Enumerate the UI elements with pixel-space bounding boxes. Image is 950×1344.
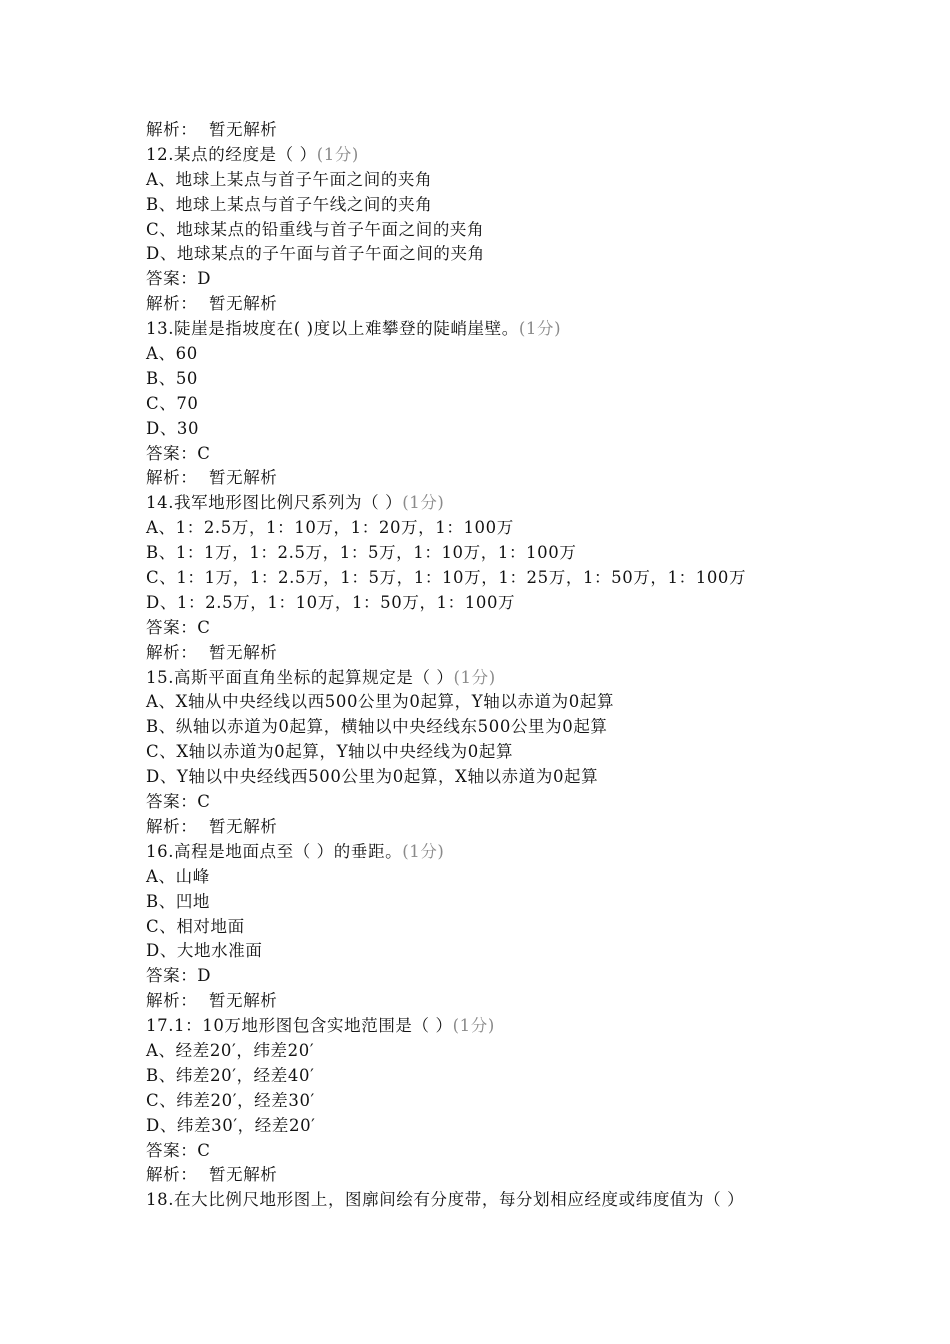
option-line: C、70	[146, 393, 199, 413]
option-line: C、1：1万，1：2.5万，1：5万，1：10万，1：25万，1：50万，1：100万	[146, 568, 747, 588]
analysis-line: 解析： 暂无解析	[146, 120, 278, 139]
exam-page	[146, 118, 926, 1213]
option-line: D、大地水准面	[146, 941, 263, 961]
option-line: A、X轴从中央经线以西500公里为0起算，Y轴以赤道为0起算	[146, 692, 615, 712]
question-score: (1分)	[402, 841, 445, 861]
question-text: 15.高斯平面直角坐标的起算规定是（ ）	[146, 667, 454, 687]
question-score: (1分)	[402, 493, 445, 513]
question-text: 17.1：10万地形图包含实地范围是（ ）	[146, 1016, 453, 1036]
option-line: C、相对地面	[146, 916, 245, 936]
question-stem: 18.在大比例尺地形图上，图廓间绘有分度带，每分划相应经度或纬度值为（ ）	[146, 1190, 745, 1210]
option-line: B、50	[146, 368, 199, 388]
option-line: A、60	[146, 344, 198, 364]
analysis-line: 解析： 暂无解析	[146, 468, 278, 488]
question-text: 12.某点的经度是（ ）	[146, 144, 317, 164]
question-stem	[146, 840, 926, 865]
option-line: B、凹地	[146, 891, 211, 911]
option-line: A、山峰	[146, 866, 210, 886]
answer-line: 答案：D	[146, 966, 212, 986]
question-score: (1分)	[452, 1016, 495, 1036]
analysis-line: 解析： 暂无解析	[146, 642, 278, 662]
analysis-line: 解析： 暂无解析	[146, 294, 278, 314]
question-score: (1分)	[518, 319, 562, 339]
option-line: D、纬差30′，经差20′	[146, 1115, 316, 1135]
question-stem	[146, 666, 926, 691]
question-stem	[146, 317, 926, 342]
option-line: A、地球上某点与首子午面之间的夹角	[146, 169, 433, 189]
analysis-line: 解析： 暂无解析	[146, 816, 278, 836]
option-line: D、1：2.5万，1：10万，1：50万，1：100万	[146, 592, 516, 612]
question-stem	[146, 143, 926, 168]
question-stem	[146, 491, 926, 516]
question-text: 14.我军地形图比例尺系列为（ ）	[146, 493, 403, 513]
question-text: 16.高程是地面点至（ ）的垂距。	[146, 841, 403, 861]
option-line: D、30	[146, 418, 200, 438]
option-line: B、地球上某点与首子午线之间的夹角	[146, 194, 433, 214]
question-text: 13.陡崖是指坡度在( )度以上难攀登的陡峭崖壁。	[146, 319, 519, 339]
analysis-line: 解析： 暂无解析	[146, 1165, 278, 1185]
option-line: C、纬差20′，经差30′	[146, 1090, 315, 1110]
analysis-line: 解析： 暂无解析	[146, 991, 278, 1011]
option-line: D、Y轴以中央经线西500公里为0起算，X轴以赤道为0起算	[146, 767, 599, 787]
answer-line: 答案：C	[146, 443, 211, 463]
question-score: (1分)	[316, 144, 359, 164]
question-score: (1分)	[453, 667, 496, 687]
answer-line: 答案：D	[146, 269, 212, 289]
option-line: D、地球某点的子午面与首子午面之间的夹角	[146, 244, 485, 264]
option-line: A、经差20′，纬差20′	[146, 1040, 315, 1060]
option-line: B、1：1万，1：2.5万，1：5万，1：10万，1：100万	[146, 543, 577, 563]
option-line: A、1：2.5万，1：10万，1：20万，1：100万	[146, 518, 514, 538]
answer-line: 答案：C	[146, 617, 211, 637]
answer-line: 答案：C	[146, 1140, 211, 1160]
question-stem	[146, 1014, 926, 1039]
option-line: B、纬差20′，经差40′	[146, 1065, 315, 1085]
option-line: C、地球某点的铅重线与首子午面之间的夹角	[146, 219, 485, 239]
option-line: B、纵轴以赤道为0起算，横轴以中央经线东500公里为0起算	[146, 717, 608, 737]
option-line: C、X轴以赤道为0起算，Y轴以中央经线为0起算	[146, 742, 514, 762]
answer-line: 答案：C	[146, 792, 211, 812]
